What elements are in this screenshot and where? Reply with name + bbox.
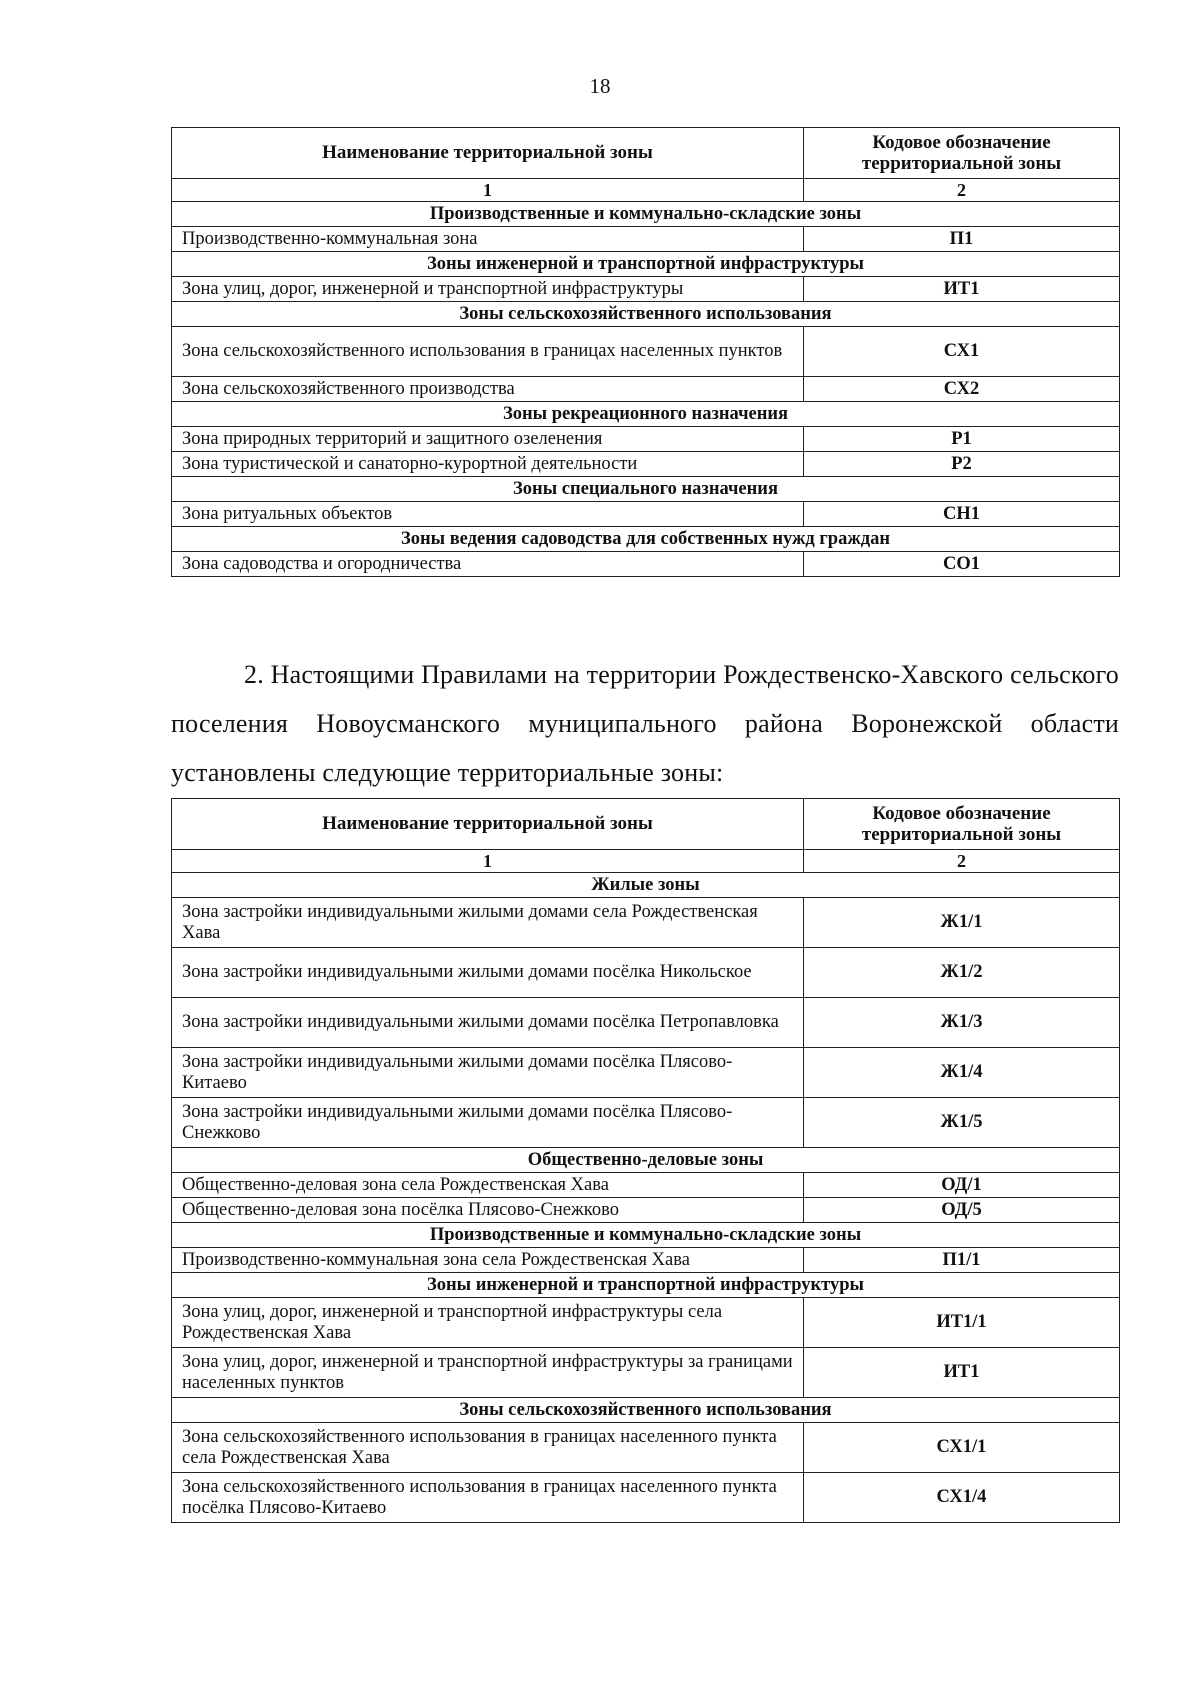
- zone-name-cell: Зона улиц, дорог, инженерной и транспортной инфраструктуры: [172, 277, 804, 302]
- zone-name-cell: Зона застройки индивидуальными жилыми домами посёлка Петропавловка: [172, 998, 804, 1048]
- section-title: Зоны рекреационного назначения: [172, 402, 1120, 427]
- table-row: [172, 502, 1120, 527]
- table-body: [172, 873, 1120, 1523]
- zone-code-cell: СО1: [804, 552, 1120, 577]
- zone-name-cell: Зона сельскохозяйственного производства: [172, 377, 804, 402]
- table-row: [172, 327, 1120, 377]
- zone-name-cell: Производственно-коммунальная зона села Рождественская Хава: [172, 1248, 804, 1273]
- zone-name-cell: Зона сельскохозяйственного использования в границах населенных пунктов: [172, 327, 804, 377]
- page-number: 18: [589, 74, 611, 98]
- zone-code-cell: ОД/1: [804, 1173, 1120, 1198]
- zone-code-cell: Ж1/3: [804, 998, 1120, 1048]
- zone-code-cell: ИТ1: [804, 277, 1120, 302]
- zone-name-cell: Производственно-коммунальная зона: [172, 227, 804, 252]
- table-row: [172, 227, 1120, 252]
- zone-code-cell: Ж1/5: [804, 1098, 1120, 1148]
- table-header-row: [172, 128, 1120, 179]
- zones-table-2: [171, 798, 1120, 1523]
- table-row: [172, 452, 1120, 477]
- section-header-row: [172, 1273, 1120, 1298]
- section-header-row: [172, 873, 1120, 898]
- column-number-row: [172, 179, 1120, 202]
- column-number-row: [172, 850, 1120, 873]
- table-row: [172, 1198, 1120, 1223]
- table-row: [172, 998, 1120, 1048]
- zone-code-cell: Ж1/4: [804, 1048, 1120, 1098]
- section-header-row: [172, 252, 1120, 277]
- zone-code-cell: ОД/5: [804, 1198, 1120, 1223]
- zone-name-cell: Зона застройки индивидуальными жилыми домами посёлка Плясово-Китаево: [172, 1048, 804, 1098]
- zone-name-cell: Зона природных территорий и защитного озеленения: [172, 427, 804, 452]
- section-title: Общественно-деловые зоны: [172, 1148, 1120, 1173]
- zone-code-cell: Ж1/1: [804, 898, 1120, 948]
- zone-code-cell: СХ1/4: [804, 1473, 1120, 1523]
- section-header-row: [172, 1148, 1120, 1173]
- table-body: [172, 202, 1120, 577]
- table-row: [172, 377, 1120, 402]
- column-header-name: Наименование территориальной зоны: [172, 799, 804, 850]
- zone-name-cell: Общественно-деловая зона посёлка Плясово-Снежково: [172, 1198, 804, 1223]
- zone-code-cell: Ж1/2: [804, 948, 1120, 998]
- zone-name-cell: Зона улиц, дорог, инженерной и транспортной инфраструктуры за границами населенных пунктов: [172, 1348, 804, 1398]
- zone-code-cell: СХ1/1: [804, 1423, 1120, 1473]
- table-row: [172, 1348, 1120, 1398]
- table-row: [172, 1298, 1120, 1348]
- zone-code-cell: П1/1: [804, 1248, 1120, 1273]
- section-title: Жилые зоны: [172, 873, 1120, 898]
- section-title: Зоны сельскохозяйственного использования: [172, 302, 1120, 327]
- section-title: Зоны ведения садоводства для собственных нужд граждан: [172, 527, 1120, 552]
- zone-code-cell: ИТ1/1: [804, 1298, 1120, 1348]
- zone-name-cell: Зона застройки индивидуальными жилыми домами посёлка Плясово-Снежково: [172, 1098, 804, 1148]
- table-row: [172, 1173, 1120, 1198]
- zone-name-cell: Зона улиц, дорог, инженерной и транспортной инфраструктуры села Рождественская Хава: [172, 1298, 804, 1348]
- zone-name-cell: Зона садоводства и огородничества: [172, 552, 804, 577]
- section-header-row: [172, 202, 1120, 227]
- section-title: Зоны инженерной и транспортной инфраструктуры: [172, 1273, 1120, 1298]
- table-row: [172, 1248, 1120, 1273]
- table-row: [172, 948, 1120, 998]
- section-title: Производственные и коммунально-складские зоны: [172, 1223, 1120, 1248]
- table-row: [172, 898, 1120, 948]
- section-header-row: [172, 527, 1120, 552]
- section-title: Производственные и коммунально-складские зоны: [172, 202, 1120, 227]
- table-row: [172, 552, 1120, 577]
- table-row: [172, 1098, 1120, 1148]
- table-row: [172, 277, 1120, 302]
- zone-name-cell: Зона ритуальных объектов: [172, 502, 804, 527]
- zone-name-cell: Зона застройки индивидуальными жилыми домами села Рождественская Хава: [172, 898, 804, 948]
- zone-name-cell: Зона застройки индивидуальными жилыми домами посёлка Никольское: [172, 948, 804, 998]
- table-row: [172, 427, 1120, 452]
- zone-code-cell: ИТ1: [804, 1348, 1120, 1398]
- section-header-row: [172, 402, 1120, 427]
- section-title: Зоны сельскохозяйственного использования: [172, 1398, 1120, 1423]
- body-paragraph: 2. Настоящими Правилами на территории Рождественско-Хавского сельского поселения Новоусманского муниципального района Воронежской области установлены следующие территориальные зоны:: [171, 660, 1119, 787]
- zone-name-cell: Зона сельскохозяйственного использования в границах населенного пункта села Рождественская Хава: [172, 1423, 804, 1473]
- column-number: 1: [172, 179, 804, 202]
- section-title: Зоны инженерной и транспортной инфраструктуры: [172, 252, 1120, 277]
- zone-code-cell: Р2: [804, 452, 1120, 477]
- zone-name-cell: Зона туристической и санаторно-курортной деятельности: [172, 452, 804, 477]
- table-row: [172, 1423, 1120, 1473]
- section-title: Зоны специального назначения: [172, 477, 1120, 502]
- zone-code-cell: П1: [804, 227, 1120, 252]
- zone-code-cell: Р1: [804, 427, 1120, 452]
- table-row: [172, 1048, 1120, 1098]
- section-header-row: [172, 1223, 1120, 1248]
- zones-table-1: [171, 127, 1120, 577]
- section-header-row: [172, 1398, 1120, 1423]
- section-header-row: [172, 302, 1120, 327]
- table-header-row: [172, 799, 1120, 850]
- column-number: 2: [804, 179, 1120, 202]
- section-header-row: [172, 477, 1120, 502]
- column-header-code: Кодовое обозначение территориальной зоны: [804, 128, 1120, 179]
- zone-name-cell: Зона сельскохозяйственного использования в границах населенного пункта посёлка Плясово-Китаево: [172, 1473, 804, 1523]
- column-header-name: Наименование территориальной зоны: [172, 128, 804, 179]
- zone-name-cell: Общественно-деловая зона села Рождественская Хава: [172, 1173, 804, 1198]
- zone-code-cell: СН1: [804, 502, 1120, 527]
- column-header-code: Кодовое обозначение территориальной зоны: [804, 799, 1120, 850]
- column-number: 2: [804, 850, 1120, 873]
- table-row: [172, 1473, 1120, 1523]
- column-number: 1: [172, 850, 804, 873]
- zone-code-cell: СХ2: [804, 377, 1120, 402]
- zone-code-cell: СХ1: [804, 327, 1120, 377]
